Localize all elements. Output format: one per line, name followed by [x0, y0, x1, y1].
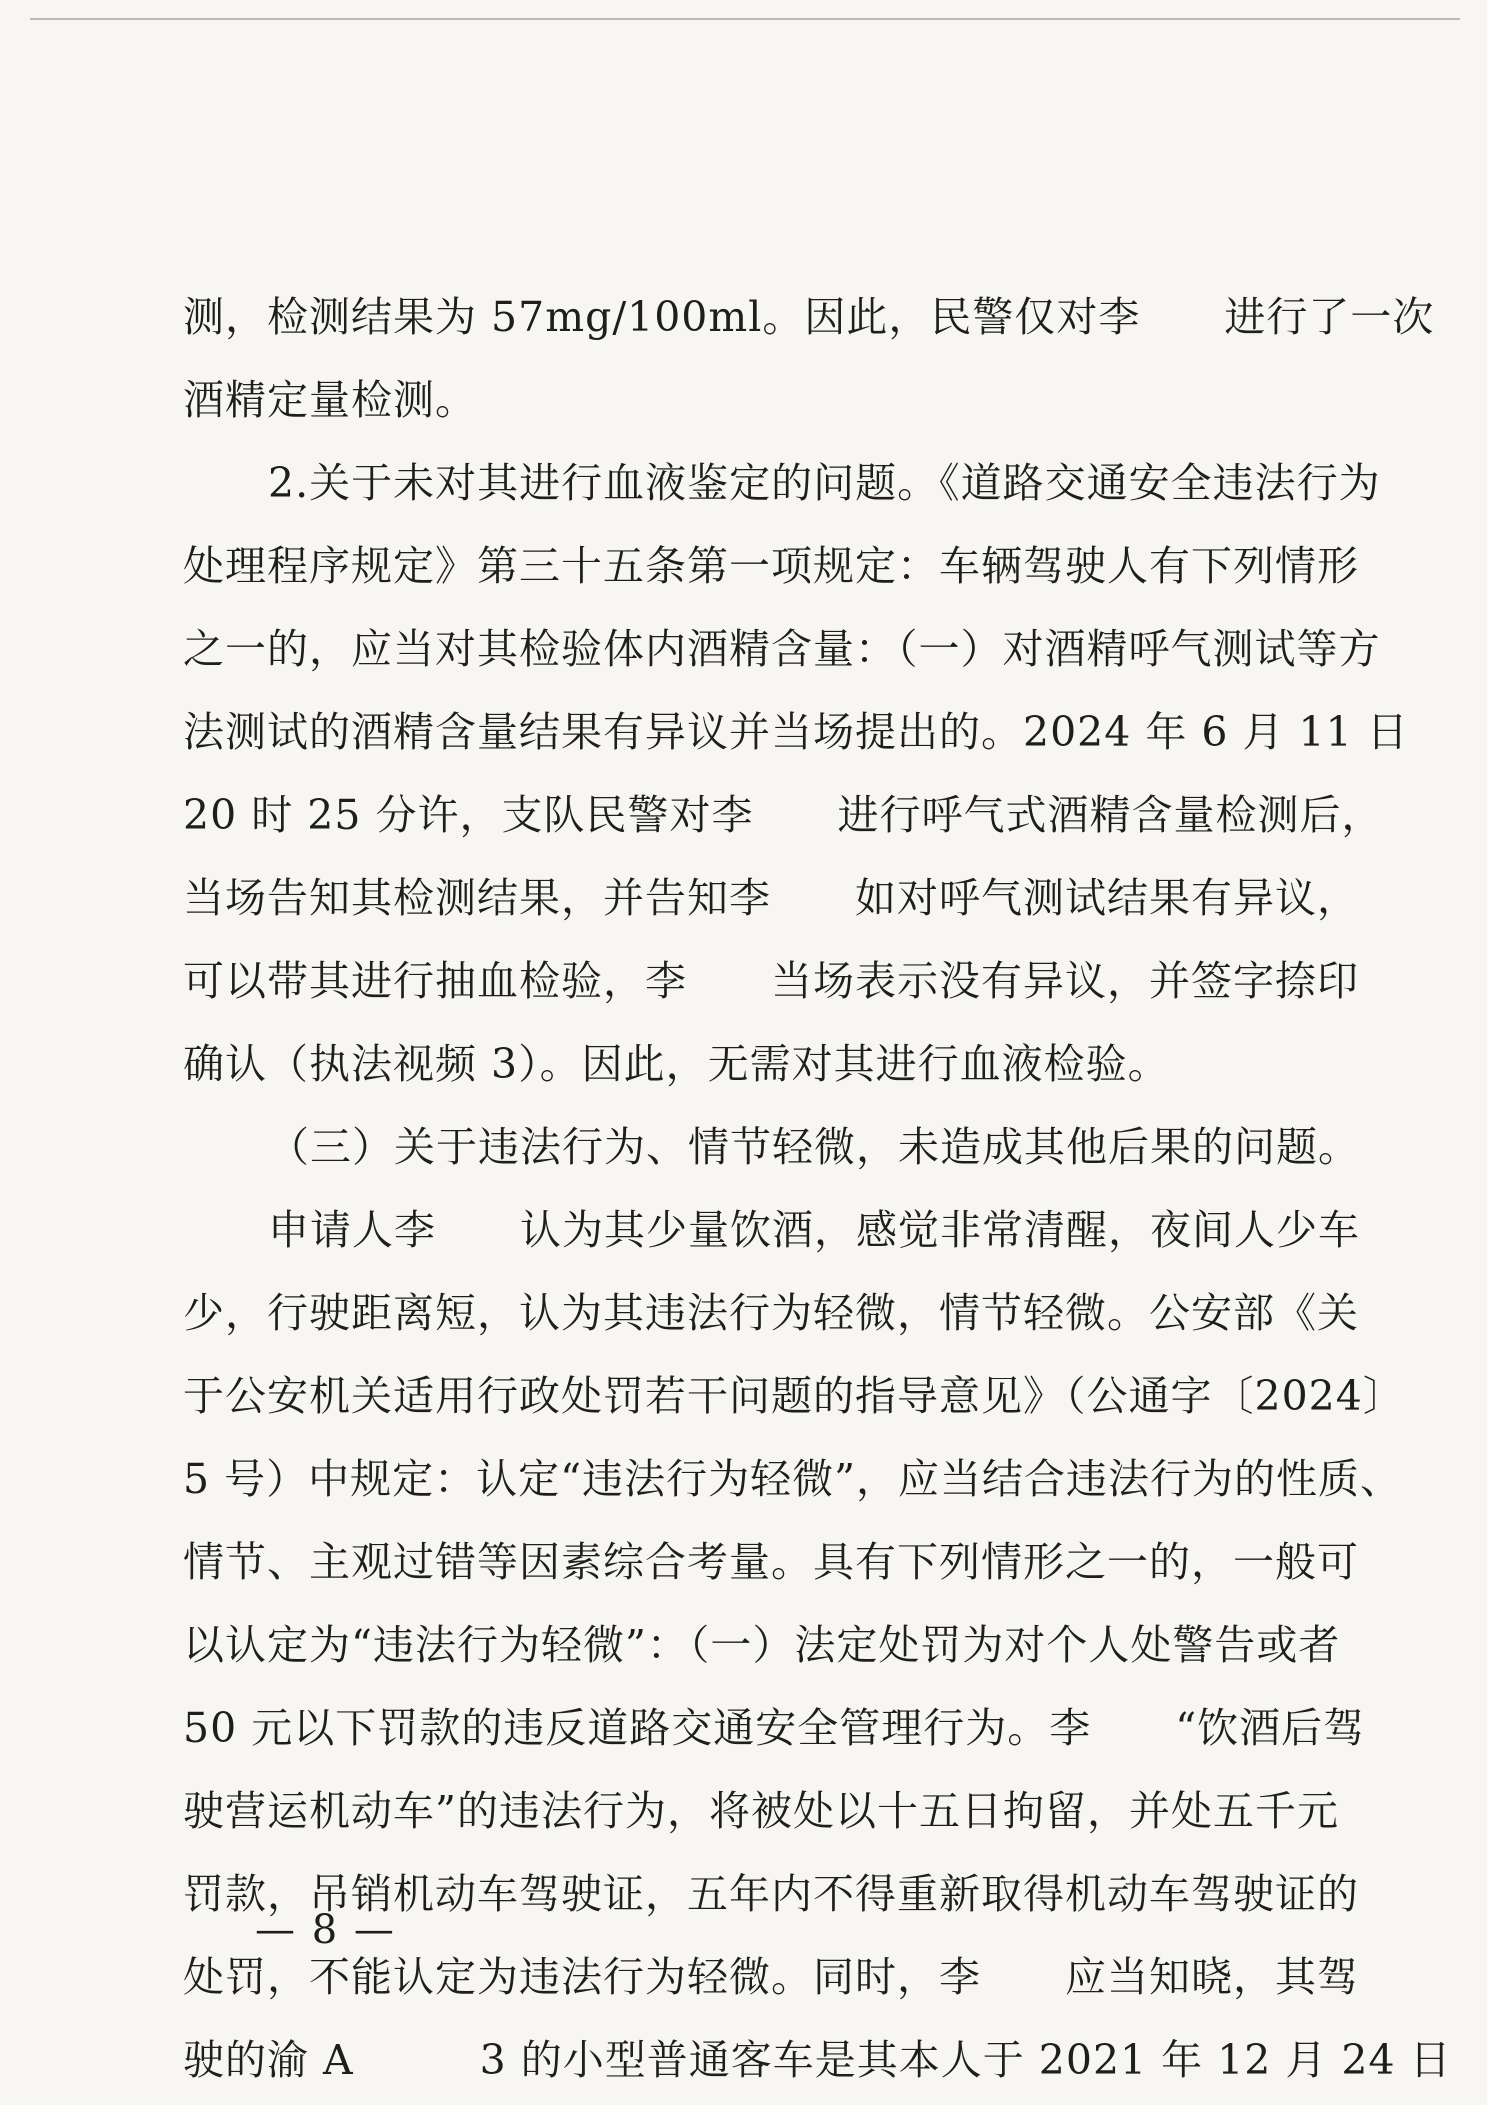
- body-line-21: 处罚，不能认定为违法行为轻微。同时，李 应当知晓，其驾: [183, 1953, 1359, 2001]
- body-line-9: 可以带其进行抽血检验，李 当场表示没有异议，并签字捺印: [183, 957, 1359, 1005]
- body-line-3: 2.关于未对其进行血液鉴定的问题。《道路交通安全违法行为: [268, 459, 1381, 507]
- body-line-5: 之一的，应当对其检验体内酒精含量：（一）对酒精呼气测试等方: [183, 625, 1381, 673]
- body-line-22: 驶的渝 A 3 的小型普通客车是其本人于 2021 年 12 月 24 日: [183, 2036, 1452, 2084]
- body-line-6: 法测试的酒精含量结果有异议并当场提出的。2024 年 6 月 11 日: [183, 708, 1409, 756]
- body-line-14: 于公安机关适用行政处罚若干问题的指导意见》（公通字〔2024〕: [183, 1372, 1405, 1420]
- body-line-15: 5 号）中规定：认定“违法行为轻微”，应当结合违法行为的性质、: [183, 1455, 1403, 1503]
- section-heading-3: （三）关于违法行为、情节轻微，未造成其他后果的问题。: [268, 1123, 1360, 1171]
- body-line-18: 50 元以下罚款的违反道路交通安全管理行为。李 “饮酒后驾: [183, 1704, 1366, 1752]
- body-line-2: 酒精定量检测。: [183, 376, 477, 424]
- body-line-19: 驶营运机动车”的违法行为，将被处以十五日拘留，并处五千元: [183, 1787, 1339, 1835]
- body-line-10: 确认（执法视频 3）。因此，无需对其进行血液检验。: [183, 1040, 1170, 1088]
- body-line-16: 情节、主观过错等因素综合考量。具有下列情形之一的，一般可: [183, 1538, 1359, 1586]
- body-line-20: 罚款，吊销机动车驾驶证，五年内不得重新取得机动车驾驶证的: [183, 1870, 1359, 1918]
- body-line-4: 处理程序规定》第三十五条第一项规定：车辆驾驶人有下列情形: [183, 542, 1359, 590]
- body-line-1: 测，检测结果为 57mg/100ml。因此，民警仅对李 进行了一次: [183, 293, 1435, 341]
- page-number: — 8 —: [255, 1907, 396, 1953]
- body-line-17: 以认定为“违法行为轻微”：（一）法定处罚为对个人处警告或者: [183, 1621, 1341, 1669]
- body-line-12: 申请人李 认为其少量饮酒，感觉非常清醒，夜间人少车: [268, 1206, 1360, 1254]
- body-line-7: 20 时 25 分许，支队民警对李 进行呼气式酒精含量检测后，: [183, 791, 1384, 839]
- body-line-13: 少，行驶距离短，认为其违法行为轻微，情节轻微。公安部《关: [183, 1289, 1359, 1337]
- body-line-8: 当场告知其检测结果，并告知李 如对呼气测试结果有异议，: [183, 874, 1359, 922]
